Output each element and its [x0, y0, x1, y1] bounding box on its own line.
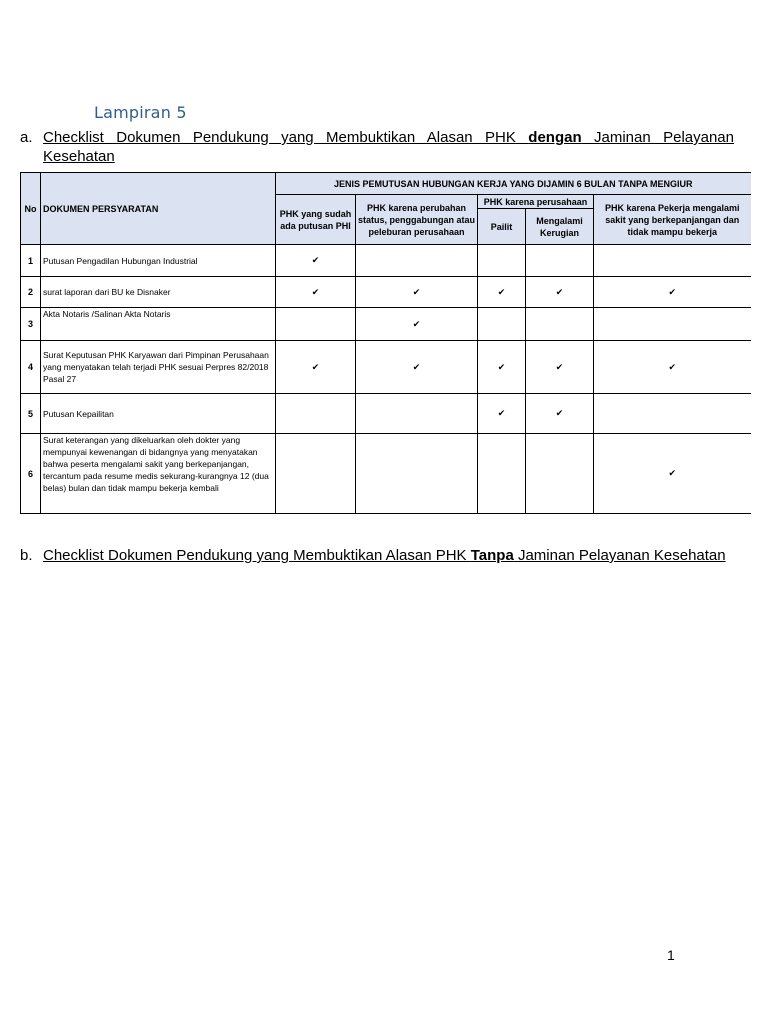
row-number: 4 — [21, 341, 41, 394]
check-cell — [526, 308, 594, 341]
document-name: Surat keterangan yang dikeluarkan oleh dokter yang mempunyai kewenangan di bidangnya yang menyatakan bahwa peserta mengalami sakit yang berkepanjangan, tercantum pada resume medis sekurang-kurangnya 12 (dua belas) bulan dan tidak mampu bekerja kembali — [41, 434, 276, 514]
check-cell — [594, 394, 751, 434]
document-name: Putusan Pengadilan Hubungan Industrial — [41, 245, 276, 277]
check-cell — [478, 394, 526, 434]
check-cell — [526, 434, 594, 514]
check-cell — [276, 277, 356, 308]
check-cell — [594, 341, 751, 394]
row-number: 6 — [21, 434, 41, 514]
check-cell — [356, 394, 478, 434]
header-phk-sick: PHK karena Pekerja mengalami sakit yang berkepanjangan dan tidak mampu bekerja — [594, 195, 751, 245]
header-bankrupt: Pailit — [478, 209, 526, 245]
checkmark-icon: ✔ — [668, 286, 677, 297]
check-cell — [594, 245, 751, 277]
check-cell — [478, 434, 526, 514]
check-cell — [478, 341, 526, 394]
table-body — [21, 245, 751, 514]
check-cell — [526, 341, 594, 394]
check-cell — [478, 245, 526, 277]
section-b-heading — [43, 546, 734, 565]
section-b-text-before: Checklist Dokumen Pendukung yang Membuktikan Alasan PHK — [43, 547, 467, 564]
checkmark-icon: ✔ — [497, 286, 506, 297]
page-number: 1 — [667, 947, 675, 963]
attachment-title: Lampiran 5 — [94, 103, 187, 122]
table-row — [21, 341, 751, 394]
check-cell — [356, 341, 478, 394]
section-a-heading — [43, 128, 734, 166]
header-phk-company: PHK karena perusahaan — [478, 195, 594, 209]
check-cell — [356, 434, 478, 514]
checkmark-icon: ✔ — [412, 361, 421, 372]
section-b-marker: b. — [20, 547, 33, 564]
section-b — [20, 546, 734, 565]
check-cell — [526, 394, 594, 434]
checkmark-icon: ✔ — [412, 286, 421, 297]
check-cell — [276, 341, 356, 394]
table-row — [21, 434, 751, 514]
section-a-emphasis: dengan — [528, 129, 582, 146]
check-cell — [594, 308, 751, 341]
check-cell — [276, 434, 356, 514]
document-name: Akta Notaris /Salinan Akta Notaris — [41, 308, 276, 341]
check-cell — [356, 245, 478, 277]
header-termination-types: JENIS PEMUTUSAN HUBUNGAN KERJA YANG DIJAMIN 6 BULAN TANPA MENGIUR — [276, 173, 751, 195]
check-cell — [276, 394, 356, 434]
document-name: surat laporan dari BU ke Disnaker — [41, 277, 276, 308]
section-a-text-after: Jaminan Pelayanan Kesehatan — [43, 129, 734, 165]
document-name: Surat Keputusan PHK Karyawan dari Pimpinan Perusahaan yang menyatakan telah terjadi PHK sesuai Perpres 82/2018 Pasal 27 — [41, 341, 276, 394]
row-number: 5 — [21, 394, 41, 434]
table-row — [21, 245, 751, 277]
table-row — [21, 394, 751, 434]
section-b-text-after: Jaminan Pelayanan Kesehatan — [517, 547, 726, 564]
checkmark-icon: ✔ — [668, 361, 677, 372]
table-row — [21, 277, 751, 308]
section-b-emphasis: Tanpa — [470, 547, 514, 564]
header-document: DOKUMEN PERSYARATAN — [41, 173, 276, 245]
section-a — [20, 128, 734, 166]
checkmark-icon: ✔ — [412, 318, 421, 329]
header-phk-phi: PHK yang sudah ada putusan PHI — [276, 195, 356, 245]
checkmark-icon: ✔ — [311, 286, 320, 297]
document-checklist-table — [20, 172, 751, 514]
table-row — [21, 308, 751, 341]
checkmark-icon: ✔ — [311, 361, 320, 372]
check-cell — [356, 277, 478, 308]
check-cell — [526, 245, 594, 277]
header-loss: Mengalami Kerugian — [526, 209, 594, 245]
checkmark-icon: ✔ — [497, 408, 506, 418]
checkmark-icon: ✔ — [555, 361, 564, 372]
document-name: Putusan Kepailitan — [41, 394, 276, 434]
row-number: 3 — [21, 308, 41, 341]
checkmark-icon: ✔ — [311, 255, 320, 265]
check-cell — [478, 308, 526, 341]
header-phk-status-change: PHK karena perubahan status, penggabungan atau peleburan perusahaan — [356, 195, 478, 245]
row-number: 1 — [21, 245, 41, 277]
checkmark-icon: ✔ — [555, 408, 564, 418]
checkmark-icon: ✔ — [555, 286, 564, 297]
check-cell — [594, 434, 751, 514]
section-a-marker: a. — [20, 129, 33, 146]
check-cell — [478, 277, 526, 308]
check-cell — [276, 245, 356, 277]
header-no: No — [21, 173, 41, 245]
check-cell — [276, 308, 356, 341]
checkmark-icon: ✔ — [668, 468, 677, 478]
check-cell — [594, 277, 751, 308]
row-number: 2 — [21, 277, 41, 308]
check-cell — [356, 308, 478, 341]
section-a-text-before: Checklist Dokumen Pendukung yang Membuktikan Alasan PHK — [43, 129, 516, 146]
check-cell — [526, 277, 594, 308]
checkmark-icon: ✔ — [497, 361, 506, 372]
